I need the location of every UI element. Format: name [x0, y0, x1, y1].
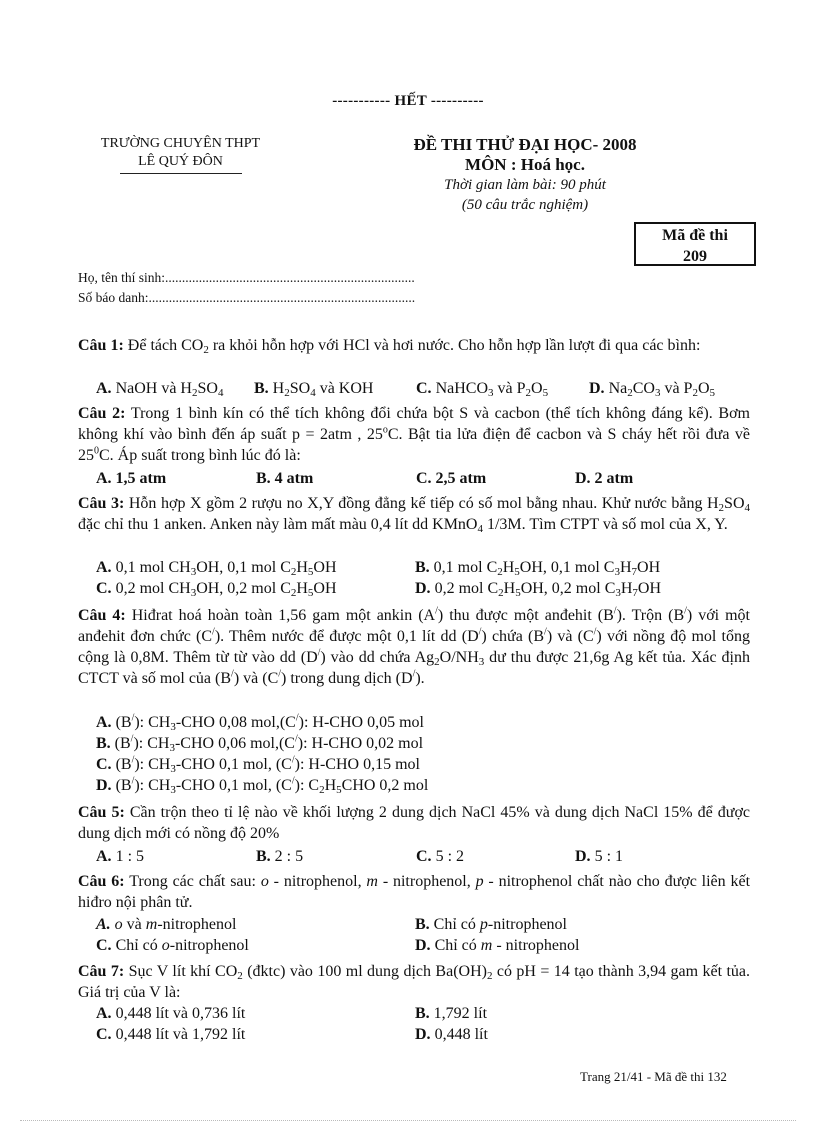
candidate-id-field: [78, 290, 415, 306]
question-2-options: [78, 468, 750, 489]
exam-code-value: 209: [683, 248, 707, 265]
school-line-1: TRƯỜNG CHUYÊN THPT: [100, 136, 261, 151]
q4-option-a[interactable]: A. (B/): $CH_3$-CHO 0,08 mol,(C/): H-CHO 0,05 mol: [96, 712, 424, 733]
school-underline: [120, 173, 242, 174]
exam-time: Thời gian làm bài: 90 phút: [444, 177, 606, 193]
q1-option-c[interactable]: C. NaHCO$_3$ và $P_2O_5$: [416, 380, 549, 399]
exam-question-count: (50 câu trắc nghiệm): [461, 197, 589, 213]
question-5: Câu 5: Cần trộn theo tỉ lệ nào về khối lượng 2 dung dịch NaCl 45% và dung dịch NaCl 15% để được dung dịch mới có nồng độ 20%: [78, 804, 751, 842]
question-2: Câu 2: Trong 1 bình kín có thể tích không đổi chứa bột S và cacbon (thể tích không đáng kể). Bơm không khí vào bình đến áp suất p = 2atm , 25$^o$C. Bật tia lửa điện để cacbon và S cháy hết rồi đưa về $25^0C$. Áp suất trong bình lúc đó là:: [78, 405, 751, 464]
q1-option-d[interactable]: D. $Na_2CO_3$ và $P_2O_5$: [589, 380, 716, 399]
question-4-options: [78, 712, 750, 796]
q7-option-b[interactable]: B. 1,792 lít: [415, 1005, 488, 1022]
exam-code-box: [634, 222, 756, 266]
q7-option-d[interactable]: D. 0,448 lít: [415, 1026, 488, 1043]
q4-option-b[interactable]: B. (B/): $CH_3$-CHO 0,06 mol,(C/): H-CHO 0,02 mol: [96, 733, 424, 754]
question-3: Câu 3: Hỗn hợp X gồm 2 rượu no X,Y đồng đẳng kế tiếp có số mol bằng nhau. Khử nước bằng $H_2SO_4$ đặc chỉ thu 1 anken. Anken này làm mất màu 0,4 lít dd KMnO$_4$ 1/3M. Tìm CTPT và số mol của X, Y.: [78, 495, 750, 535]
end-marker: ----------- HẾT ----------: [332, 93, 484, 109]
q7-option-a[interactable]: A. 0,448 lít và 0,736 lít: [96, 1005, 246, 1022]
q2-option-b[interactable]: B. 4 atm: [256, 470, 314, 487]
q7-option-c[interactable]: C. 0,448 lít và 1,792 lít: [96, 1026, 246, 1043]
question-4: Câu 4: Hiđrat hoá hoàn toàn 1,56 gam một ankin (A/) thu được một anđehit (B/). Trộn (B/) với một anđehit đơn chức (C/). Thêm nước để được một 0,1 lít dd (D/) chứa (B/) và (C/) với nồng độ mol tổng cộng là 0,8M. Thêm từ từ vào dd (D/) vào dd chứa $Ag_2O/NH_3$ dư thu được 21,6g Ag kết tủa. Xác định CTCT và số mol của (B/) và (C/) trong dung dịch (D/).: [78, 605, 751, 687]
exam-title: ĐỀ THI THỬ ĐẠI HỌC- 2008: [413, 135, 637, 154]
page-bottom-divider: [20, 1120, 796, 1121]
id-label: Số báo danh:: [78, 290, 149, 305]
question-3-options: [78, 557, 750, 599]
q5-option-c[interactable]: C. 5 : 2: [416, 848, 465, 865]
q6-option-b[interactable]: B. Chỉ có p-nitrophenol: [415, 916, 567, 933]
q3-option-b[interactable]: B. 0,1 mol $C_2H_5OH$, 0,1 mol $C_3H_7OH$: [415, 559, 661, 578]
exam-code-label: Mã đề thi: [662, 227, 728, 244]
q2-option-a[interactable]: A. 1,5 atm: [96, 470, 167, 487]
page-footer: Trang 21/41 - Mã đề thi 132: [580, 1069, 727, 1084]
q6-option-a[interactable]: A. o và m-nitrophenol: [96, 916, 237, 933]
q5-option-b[interactable]: B. 2 : 5: [256, 848, 304, 865]
school-line-2: LÊ QUÝ ĐÔN: [138, 154, 223, 169]
name-dots: ..........................................................................: [165, 270, 415, 285]
candidate-name-field: [78, 270, 415, 286]
question-6-options: [78, 914, 750, 956]
question-1-options: [78, 378, 750, 399]
id-dots: ...............................................................................: [148, 290, 416, 305]
q1-option-b[interactable]: B. $H_2SO_4$ và KOH: [254, 380, 374, 399]
q4-option-d[interactable]: D. (B/): $CH_3$-CHO 0,1 mol, (C/): $C_2H_5CHO$ 0,2 mol: [96, 775, 429, 796]
question-7: Câu 7: Sục V lít khí $CO_2$ (đktc) vào 100 ml dung dịch $Ba(OH)_2$ có pH = 14 tạo thành 3,94 gam kết tủa. Giá trị của V là:: [78, 963, 751, 1001]
question-6: Câu 6: Trong các chất sau: o - nitrophenol, m - nitrophenol, p - nitrophenol chất nào cho được liên kết hiđro nội phân tử.: [78, 873, 751, 911]
question-5-options: [78, 846, 750, 867]
q1-option-a[interactable]: A. NaOH và $H_2SO_4$: [96, 380, 224, 399]
exam-subject: MÔN : Hoá học.: [465, 155, 585, 174]
question-1: Câu 1: Để tách $CO_2$ ra khỏi hỗn hợp với HCl và hơi nước. Cho hỗn hợp lần lượt đi qua các bình:: [78, 337, 701, 356]
q4-option-c[interactable]: C. (B/): $CH_3$-CHO 0,1 mol, (C/): H-CHO 0,15 mol: [96, 754, 420, 775]
name-label: Họ, tên thí sinh:: [78, 270, 165, 285]
q3-option-d[interactable]: D. 0,2 mol $C_2H_5OH$, 0,2 mol $C_3H_7OH$: [415, 580, 662, 599]
q3-option-c[interactable]: C. 0,2 mol $CH_3OH$, 0,2 mol $C_2H_5OH$: [96, 580, 337, 599]
q3-option-a[interactable]: A. 0,1 mol $CH_3OH$, 0,1 mol $C_2H_5OH$: [96, 559, 337, 578]
q5-option-a[interactable]: A. 1 : 5: [96, 848, 145, 865]
q6-option-d[interactable]: D. Chỉ có m - nitrophenol: [415, 937, 580, 954]
q2-option-c[interactable]: C. 2,5 atm: [416, 470, 487, 487]
q2-option-d[interactable]: D. 2 atm: [575, 470, 634, 487]
question-7-options: [78, 1003, 750, 1045]
q6-option-c[interactable]: C. Chỉ có o-nitrophenol: [96, 937, 249, 954]
q5-option-d[interactable]: D. 5 : 1: [575, 848, 624, 865]
school-header: [88, 135, 273, 174]
exam-header: [380, 135, 670, 215]
